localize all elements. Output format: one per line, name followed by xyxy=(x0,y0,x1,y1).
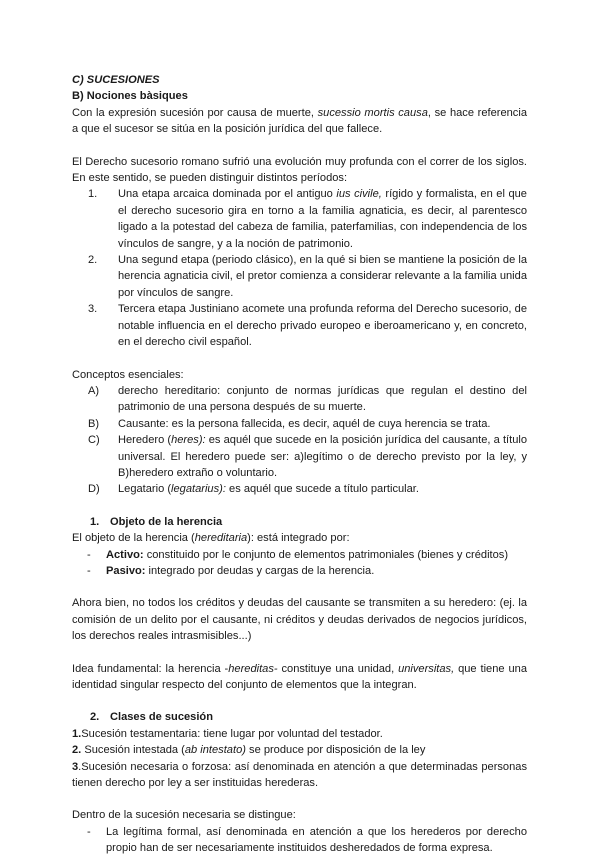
clase-number: 3 xyxy=(72,760,79,773)
clase-text: .Sucesión necesaria o forzosa: así denominada en atención a que determinadas personas tienen derecho por ley a ser instituidas herederas. xyxy=(72,760,527,790)
objeto-lead-term: hereditaria xyxy=(194,532,248,545)
objeto-note: Ahora bien, no todos los créditos y deudas del causante se transmiten a su heredero: (ej. la comisión de un delito por el causante, ni créditos y deudas derivados de negocios jurídicos, los derechos reales intrasmisibles...) xyxy=(72,597,527,643)
dash-marker: - xyxy=(87,825,91,838)
objeto-item-label: Pasivo: xyxy=(106,564,146,577)
period-text: Tercera etapa Justiniano acomete una profunda reforma del Derecho sucesorio, de notable influencia en el derecho privado europeo e iberoamericano y, en concreto, en el derecho civil español. xyxy=(118,303,527,349)
period-text: Una etapa arcaica dominada por el antiguo xyxy=(118,188,337,201)
clase-item xyxy=(72,759,527,792)
idea-term-universitas: universitas, xyxy=(398,662,455,675)
period-marker: 2. xyxy=(88,254,98,267)
heading-nociones: B) Nociones bàsiques xyxy=(72,90,188,103)
section-title: Clases de sucesión xyxy=(110,711,213,724)
objeto-lead-post: ): está integrado por: xyxy=(247,532,350,545)
concept-item xyxy=(88,416,527,432)
period-marker: 3. xyxy=(88,303,98,316)
concept-marker: B) xyxy=(88,417,100,430)
idea-term-hereditas: hereditas- xyxy=(228,662,278,675)
concept-text-post: es aquél que sucede en la posición jurídica del causante, a título universal. El heredero puede ser: a)legítimo o de derecho previsto por la ley, y B)heredero extraño o voluntario. xyxy=(118,434,528,479)
evolution-paragraph: El Derecho sucesorio romano sufrió una evolución muy profunda con el correr de los siglos. En este sentido, se pueden distinguir distintos períodos: xyxy=(72,155,527,185)
concept-term: legatarius): xyxy=(171,483,226,496)
concept-item xyxy=(88,383,527,416)
objeto-item xyxy=(87,547,527,563)
section-title: Objeto de la herencia xyxy=(110,515,223,528)
concept-text: Legatario ( xyxy=(118,483,172,496)
objeto-lead xyxy=(72,530,527,546)
necesaria-lead: Dentro de la sucesión necesaria se distingue: xyxy=(72,809,296,822)
heading-sucesiones: C) SUCESIONES xyxy=(72,74,160,86)
objeto-lead-pre: El objeto de la herencia ( xyxy=(72,532,195,545)
necesaria-item xyxy=(87,824,527,857)
period-item xyxy=(88,301,527,350)
concept-text: Heredero ( xyxy=(118,434,172,447)
intro-post: , se hace referencia a que el sucesor se sitúa en la posición jurídica del que fallece. xyxy=(72,106,527,136)
objeto-list xyxy=(72,547,527,580)
concepts-title: Conceptos esenciales: xyxy=(72,368,184,381)
concept-marker: D) xyxy=(88,483,100,496)
section-objeto-heading xyxy=(72,514,527,530)
clase-item xyxy=(72,726,527,742)
intro-paragraph xyxy=(72,105,527,138)
intro-pre: Con la expresión sucesión por causa de muerte, xyxy=(72,106,318,119)
intro-term: sucessio mortis causa xyxy=(317,106,428,119)
concept-text-post: es aquél que sucede a título particular. xyxy=(225,483,419,496)
clase-item xyxy=(72,742,527,758)
section-number: 2. xyxy=(90,711,100,724)
concepts-list xyxy=(72,383,527,498)
periods-list xyxy=(72,186,527,350)
concept-marker: A) xyxy=(88,384,100,397)
dash-marker: - xyxy=(87,564,91,577)
period-term: ius civile, xyxy=(336,188,382,201)
idea-post: que tiene una identidad singular respecto del conjunto de elementos que la integran. xyxy=(72,662,527,691)
dash-marker: - xyxy=(87,548,91,561)
idea-fundamental xyxy=(72,661,527,694)
clase-text: Sucesión intestada ( xyxy=(81,744,185,757)
clase-term: ab intestato) xyxy=(184,744,246,757)
concept-marker: C) xyxy=(88,434,100,447)
clase-text: Sucesión testamentaria: tiene lugar por voluntad del testador. xyxy=(81,727,383,740)
concept-item xyxy=(88,432,528,481)
document-page xyxy=(72,72,527,857)
idea-mid: constituye una unidad, xyxy=(277,662,399,675)
objeto-item xyxy=(87,563,527,579)
objeto-item-text: integrado por deudas y cargas de la herencia. xyxy=(145,564,375,577)
period-item xyxy=(88,252,527,301)
idea-pre: Idea fundamental: la herencia - xyxy=(72,662,229,675)
clase-number: 2. xyxy=(72,744,82,757)
clase-number: 1. xyxy=(72,727,82,740)
section-clases-heading xyxy=(72,709,527,725)
concept-text: Causante: es la persona fallecida, es decir, aquél de cuya herencia se trata. xyxy=(118,417,491,430)
necesaria-item-text: La legítima formal, así denominada en atención a que los herederos por derecho propio han de ser necesariamente instituidos desheredados de forma expresa. xyxy=(106,825,527,855)
necesaria-list xyxy=(72,824,527,857)
concept-text: derecho hereditario: conjunto de normas jurídicas que regulan el destino del patrimonio de una persona después de su muerte. xyxy=(118,384,527,414)
period-text-post: rígido y formalista, en el que el derecho sucesorio gira en torno a la familia agnaticia, es decir, al parentesco ligado a la potestad del cabeza de familia, paterfamilias, con independencia de los vínculos de sangre, y a la noción de patrimonio. xyxy=(118,188,527,250)
section-number: 1. xyxy=(90,515,100,528)
period-item xyxy=(88,186,527,252)
period-text: Una segund etapa (periodo clásico), en la qué si bien se mantiene la posición de la herencia agnaticia civil, el pretor comienza a considerar relevante a la familia unida por vínculos de sangre. xyxy=(118,254,527,299)
concept-item xyxy=(88,481,527,497)
objeto-item-label: Activo: xyxy=(106,548,144,561)
concept-term: heres): xyxy=(171,434,206,447)
objeto-item-text: constituido por le conjunto de elementos patrimoniales (bienes y créditos) xyxy=(143,548,509,561)
clase-text-post: se produce por disposición de la ley xyxy=(245,744,426,757)
period-marker: 1. xyxy=(88,188,98,201)
